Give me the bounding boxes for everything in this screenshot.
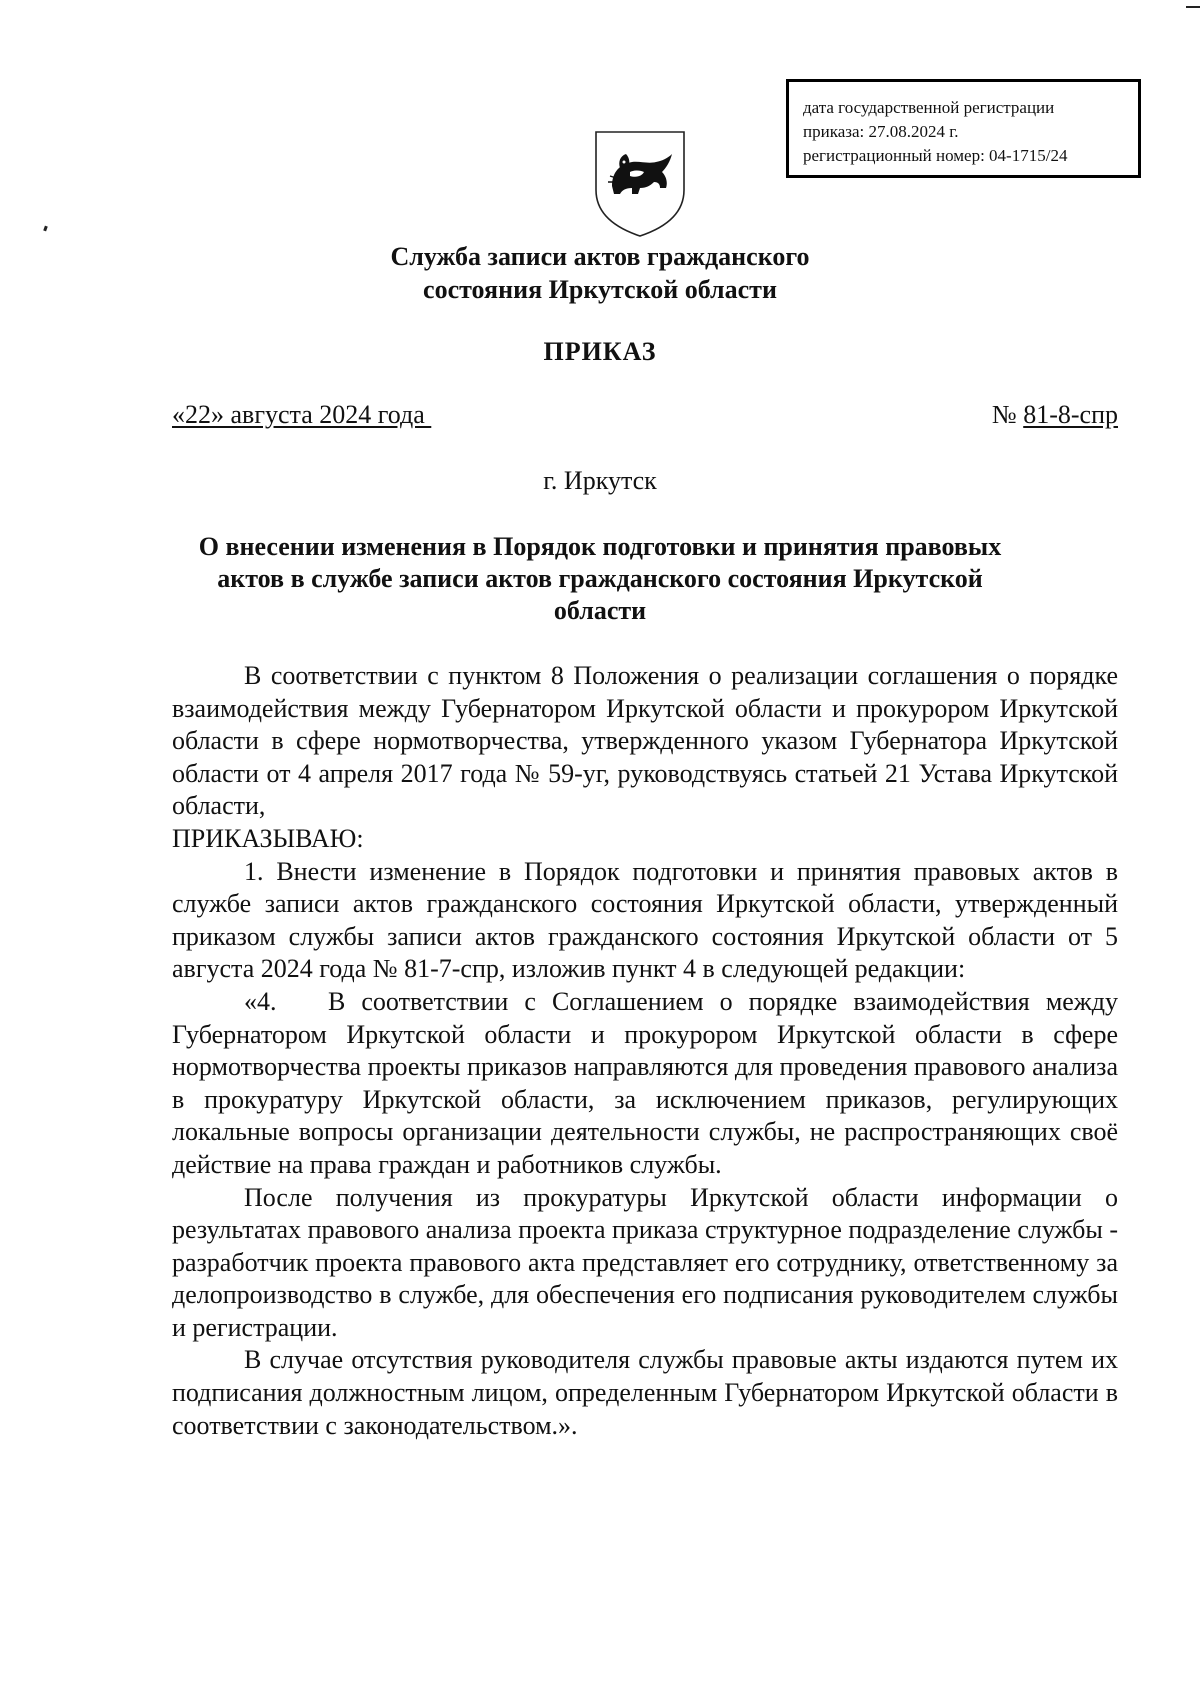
organization-name-line-1: Служба записи актов гражданского <box>390 242 810 271</box>
item-1-paragraph: 1. Внести изменение в Порядок подготовки и принятия правовых актов в службе записи актов гражданского состояния Иркутской области, утвержденный приказом службы записи актов гражданского состояния Иркутской области от 5 августа 2024 года № 81-7-спр, изложив пункт 4 в следующей редакции: <box>172 856 1118 984</box>
registration-line-2: приказа: 27.08.2024 г. <box>803 122 959 141</box>
order-title-line-2: актов в службе записи актов гражданского состояния Иркутской <box>217 564 983 593</box>
order-body <box>172 660 1118 1442</box>
document-type-heading: ПРИКАЗ <box>543 337 657 366</box>
order-title <box>0 531 1200 627</box>
order-title-line-1: О внесении изменения в Порядок подготовки и принятия правовых <box>198 532 1002 561</box>
item-4-number: «4. <box>244 986 277 1016</box>
order-number <box>992 400 1118 430</box>
order-city: г. Иркутск <box>543 466 657 495</box>
item-4-text: В соответствии с Соглашением о порядке взаимодействия между Губернатором Иркутской области и прокурором Иркутской области в сфере нормотворчества проекты приказов направляются для проведения правового анализа в прокуратуру Иркутской области, за исключением приказов, регулирующих локальные вопросы организации деятельности службы, не распространяющих своё действие на права граждан и работников службы. <box>172 986 1118 1179</box>
order-word: ПРИКАЗЫВАЮ: <box>172 823 364 853</box>
organization-name <box>0 240 1200 306</box>
order-number-prefix: № <box>991 400 1024 429</box>
order-title-line-3: области <box>553 596 647 625</box>
registration-stamp-box <box>786 79 1141 178</box>
irkutsk-coat-of-arms-icon <box>590 128 690 240</box>
item-4-paragraph <box>172 986 1118 1182</box>
paragraph-3: В случае отсутствия руководителя службы правовые акты издаются путем их подписания должностным лицом, определенным Губернатором Иркутской области в соответствии с законодательством.». <box>172 1345 1118 1440</box>
paragraph-2: После получения из прокуратуры Иркутской области информации о результатах правового анализа проекта приказа структурное подразделение службы - разработчик проекта правового акта представляет его сотруднику, ответственному за делопроизводство в службе, для обеспечения его подписания руководителем службы и регистрации. <box>172 1182 1118 1342</box>
registration-line-3: регистрационный номер: 04-1715/24 <box>803 146 1068 165</box>
scan-speck <box>43 226 48 232</box>
preamble-paragraph: В соответствии с пунктом 8 Положения о реализации соглашения о порядке взаимодействия между Губернатором Иркутской области и прокурором Иркутской области в сфере нормотворчества, утвержденного указом Губернатора Иркутской области от 4 апреля 2017 года № 59-уг, руководствуясь статьей 21 Устава Иркутской области, <box>172 661 1118 821</box>
registration-line-1: дата государственной регистрации <box>803 98 1055 117</box>
order-number-value: 81-8-спр <box>1023 400 1118 429</box>
organization-name-line-2: состояния Иркутской области <box>423 275 777 304</box>
scan-edge-mark <box>1186 6 1200 8</box>
order-date: «22» августа 2024 года <box>172 400 432 429</box>
